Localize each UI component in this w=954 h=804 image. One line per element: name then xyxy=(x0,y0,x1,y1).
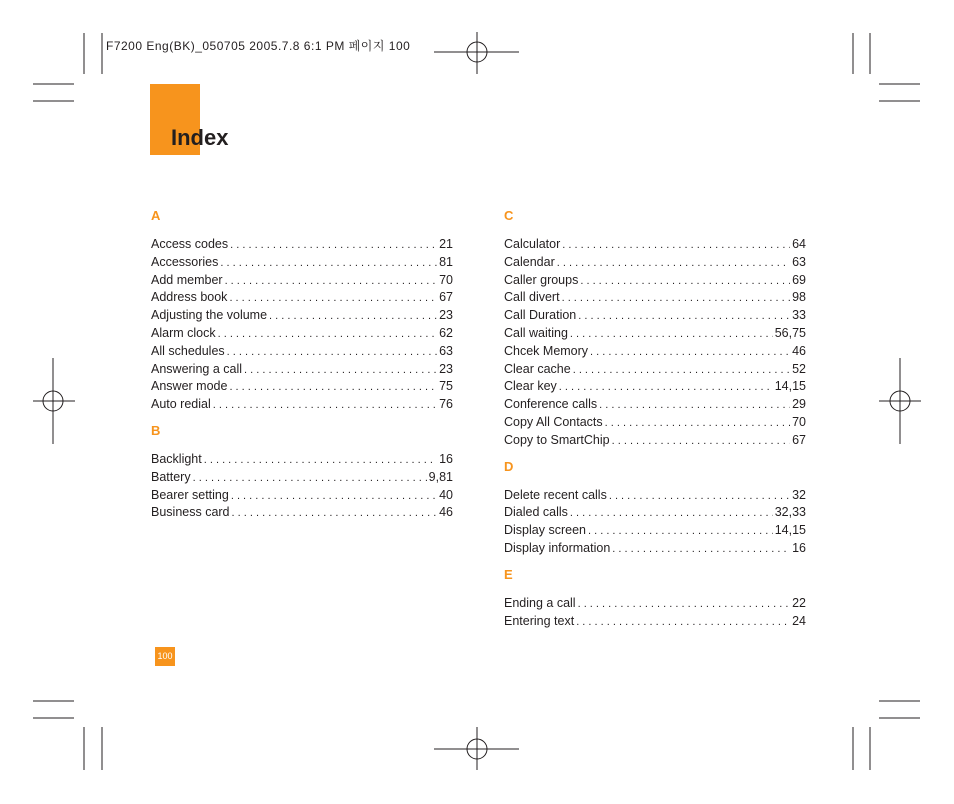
entry-page: 67 xyxy=(792,432,806,447)
index-column-left xyxy=(151,207,453,522)
entry-page: 46 xyxy=(792,343,806,358)
index-entry xyxy=(151,289,453,307)
index-entry xyxy=(504,504,806,522)
index-section-e xyxy=(504,566,806,631)
index-entry xyxy=(504,595,806,613)
entry-page: 23 xyxy=(439,361,453,376)
index-entry xyxy=(151,396,453,414)
dot-leader xyxy=(229,379,437,397)
entry-page: 24 xyxy=(792,613,806,628)
entry-page: 21 xyxy=(439,237,453,251)
index-entry xyxy=(504,236,806,254)
entry-page: 63 xyxy=(439,343,453,358)
dot-leader xyxy=(609,488,790,506)
dot-leader xyxy=(213,397,437,415)
entry-page: 33 xyxy=(792,308,806,323)
entry-term: All schedules xyxy=(151,343,225,358)
entry-page: 56,75 xyxy=(774,325,806,340)
dot-leader xyxy=(570,505,773,523)
entry-page: 67 xyxy=(439,290,453,305)
index-entry xyxy=(151,272,453,290)
entry-term: Copy to SmartChip xyxy=(504,432,610,447)
entry-term: Ending a call xyxy=(504,595,576,610)
entry-page: 22 xyxy=(792,595,806,610)
entry-page: 64 xyxy=(792,237,806,251)
index-entry xyxy=(504,361,806,379)
entry-term: Dialed calls xyxy=(504,505,568,520)
index-column-right xyxy=(504,207,806,630)
entry-page: 16 xyxy=(792,540,806,555)
dot-leader xyxy=(580,273,790,291)
entry-term: Calculator xyxy=(504,237,561,251)
print-header: F7200 Eng(BK)_050705 2005.7.8 6:1 PM 페이지 100 xyxy=(106,39,411,53)
index-entry xyxy=(151,504,453,522)
entry-page: 63 xyxy=(792,254,806,269)
entry-page: 14,15 xyxy=(774,523,806,538)
index-section-a xyxy=(151,207,453,414)
entry-term: Display information xyxy=(504,540,611,555)
index-entry xyxy=(504,378,806,396)
entry-page: 29 xyxy=(792,397,806,412)
dot-leader xyxy=(562,237,790,255)
entry-term: Call waiting xyxy=(504,325,568,340)
entry-term: Add member xyxy=(151,272,223,287)
entry-page: 32,33 xyxy=(774,505,806,520)
index-entry xyxy=(504,613,806,631)
entry-term: Backlight xyxy=(151,451,202,466)
dot-leader xyxy=(590,344,790,362)
dot-leader xyxy=(244,362,437,380)
dot-leader xyxy=(612,541,790,559)
entry-term: Calendar xyxy=(504,254,555,269)
dot-leader xyxy=(599,397,790,415)
index-entry xyxy=(504,325,806,343)
entry-page: 32 xyxy=(792,487,806,502)
dot-leader xyxy=(576,614,790,632)
dot-leader xyxy=(559,379,773,397)
index-entry xyxy=(504,254,806,272)
entry-page: 81 xyxy=(439,254,453,269)
index-section-c xyxy=(504,207,806,450)
entry-term: Answer mode xyxy=(151,379,228,394)
dot-leader xyxy=(570,326,773,344)
index-entry xyxy=(151,343,453,361)
dot-leader xyxy=(229,290,437,308)
dot-leader xyxy=(227,344,437,362)
entry-page: 62 xyxy=(439,325,453,340)
entry-term: Caller groups xyxy=(504,272,579,287)
entry-page: 23 xyxy=(439,308,453,323)
index-entry xyxy=(504,289,806,307)
dot-leader xyxy=(612,433,790,451)
dot-leader xyxy=(269,308,437,326)
entry-term: Bearer setting xyxy=(151,487,229,502)
entry-term: Conference calls xyxy=(504,397,598,412)
index-entry xyxy=(151,451,453,469)
entry-term: Clear cache xyxy=(504,361,571,376)
entry-term: Battery xyxy=(151,469,191,484)
entry-term: Address book xyxy=(151,290,228,305)
dot-leader xyxy=(562,290,791,308)
index-entry xyxy=(504,396,806,414)
index-entry xyxy=(151,236,453,254)
section-letter: E xyxy=(504,566,513,582)
entry-term: Display screen xyxy=(504,523,586,538)
entry-page: 76 xyxy=(439,397,453,412)
entry-page: 9,81 xyxy=(428,469,453,484)
index-entry xyxy=(151,325,453,343)
index-entry xyxy=(504,343,806,361)
entry-page: 70 xyxy=(439,272,453,287)
entry-term: Business card xyxy=(151,505,230,520)
entry-term: Delete recent calls xyxy=(504,487,607,502)
dot-leader xyxy=(230,237,437,255)
entry-page: 70 xyxy=(792,414,806,429)
index-entry xyxy=(504,540,806,558)
entry-term: Alarm clock xyxy=(151,325,216,340)
index-entry xyxy=(151,254,453,272)
entry-term: Accessories xyxy=(151,254,219,269)
index-entry xyxy=(504,414,806,432)
dot-leader xyxy=(220,255,437,273)
page-title: Index xyxy=(171,125,229,150)
index-entry xyxy=(504,307,806,325)
index-entry xyxy=(504,432,806,450)
entry-page: 98 xyxy=(792,290,806,305)
index-entry xyxy=(504,272,806,290)
entry-term: Call divert xyxy=(504,290,560,305)
entry-page: 14,15 xyxy=(774,379,806,394)
section-letter: D xyxy=(504,458,514,474)
entry-page: 75 xyxy=(439,379,453,394)
entry-page: 52 xyxy=(792,361,806,376)
dot-leader xyxy=(218,326,438,344)
entry-term: Entering text xyxy=(504,613,575,628)
entry-term: Call Duration xyxy=(504,308,577,323)
index-entry xyxy=(151,361,453,379)
dot-leader xyxy=(232,505,438,523)
index-entry xyxy=(151,487,453,505)
entry-term: Chcek Memory xyxy=(504,343,589,358)
page-number-badge: 100 xyxy=(155,647,175,666)
index-section-d xyxy=(504,458,806,558)
dot-leader xyxy=(578,308,790,326)
section-letter: B xyxy=(151,422,161,438)
dot-leader xyxy=(557,255,790,273)
entry-term: Access codes xyxy=(151,237,229,251)
section-letter: C xyxy=(504,208,514,223)
dot-leader xyxy=(573,362,790,380)
entry-page: 16 xyxy=(439,451,453,466)
entry-term: Answering a call xyxy=(151,361,243,376)
entry-term: Auto redial xyxy=(151,397,211,412)
index-entry xyxy=(504,487,806,505)
entry-page: 46 xyxy=(439,505,453,520)
dot-leader xyxy=(193,470,427,488)
index-entry xyxy=(151,469,453,487)
dot-leader xyxy=(225,273,438,291)
entry-term: Clear key xyxy=(504,379,557,394)
dot-leader xyxy=(578,596,791,614)
entry-term: Adjusting the volume xyxy=(151,308,268,323)
index-section-b xyxy=(151,422,453,522)
dot-leader xyxy=(605,415,790,433)
index-entry xyxy=(151,378,453,396)
dot-leader xyxy=(588,523,773,541)
index-entry xyxy=(504,522,806,540)
section-letter: A xyxy=(151,208,161,223)
dot-leader xyxy=(231,488,437,506)
entry-term: Copy All Contacts xyxy=(504,414,603,429)
entry-page: 40 xyxy=(439,487,453,502)
entry-page: 69 xyxy=(792,272,806,287)
dot-leader xyxy=(204,452,437,470)
index-entry xyxy=(151,307,453,325)
